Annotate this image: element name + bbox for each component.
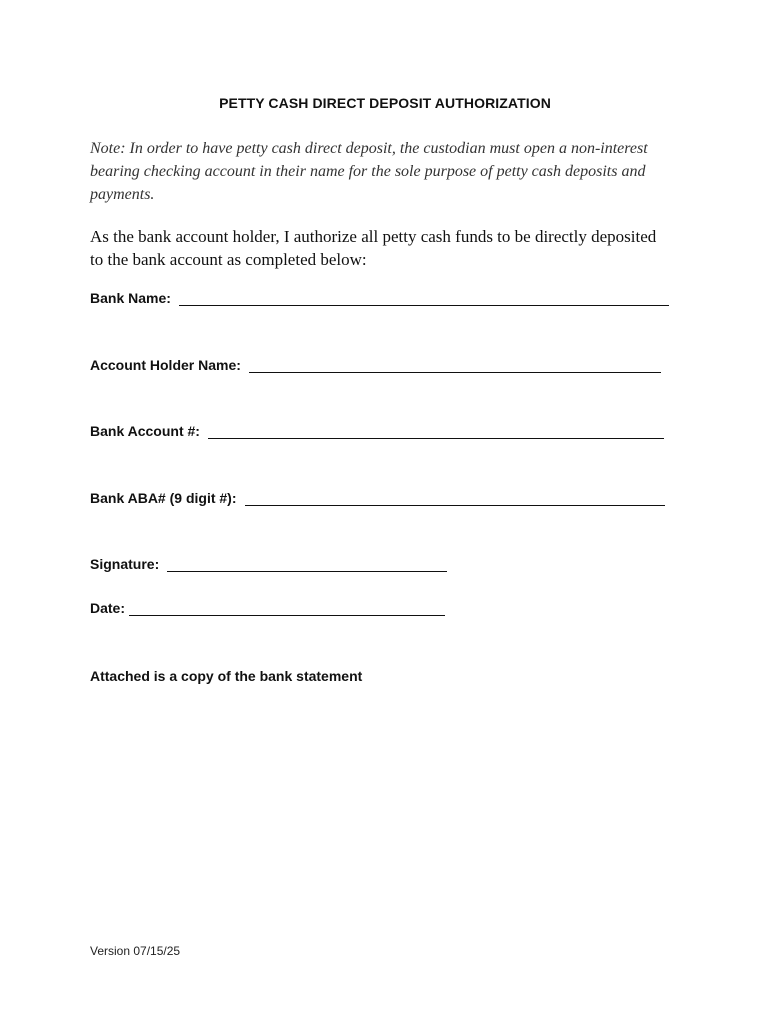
bank-account-blank[interactable] (208, 424, 664, 439)
bank-name-field (90, 290, 669, 306)
version-footer: Version 07/15/25 (90, 944, 181, 958)
authorization-statement: As the bank account holder, I authorize all petty cash funds to be directly deposited to the bank account as completed below: (90, 227, 657, 269)
account-holder-name-label: Account Holder Name: (90, 357, 241, 373)
account-holder-name-field (90, 357, 661, 373)
bank-account-field (90, 423, 664, 439)
account-holder-name-blank[interactable] (249, 358, 661, 373)
bank-name-label: Bank Name: (90, 290, 171, 306)
bank-aba-blank[interactable] (245, 491, 665, 506)
date-label: Date: (90, 600, 126, 616)
signature-label: Signature: (90, 556, 160, 572)
bank-aba-label: Bank ABA# (9 digit #): (90, 490, 237, 506)
signature-blank[interactable] (167, 557, 447, 572)
bank-account-label: Bank Account #: (90, 423, 200, 439)
date-field (90, 600, 445, 616)
signature-field (90, 556, 447, 572)
note-text: Note: In order to have petty cash direct deposit, the custodian must open a non-interest bearing checking account in their name for the sole purpose of petty cash deposits and payments. (90, 140, 648, 203)
date-blank[interactable] (129, 601, 445, 616)
attachment-note: Attached is a copy of the bank statement (90, 668, 363, 684)
bank-aba-field (90, 490, 665, 506)
page-title: PETTY CASH DIRECT DEPOSIT AUTHORIZATION (219, 95, 551, 111)
bank-name-blank[interactable] (179, 291, 669, 306)
